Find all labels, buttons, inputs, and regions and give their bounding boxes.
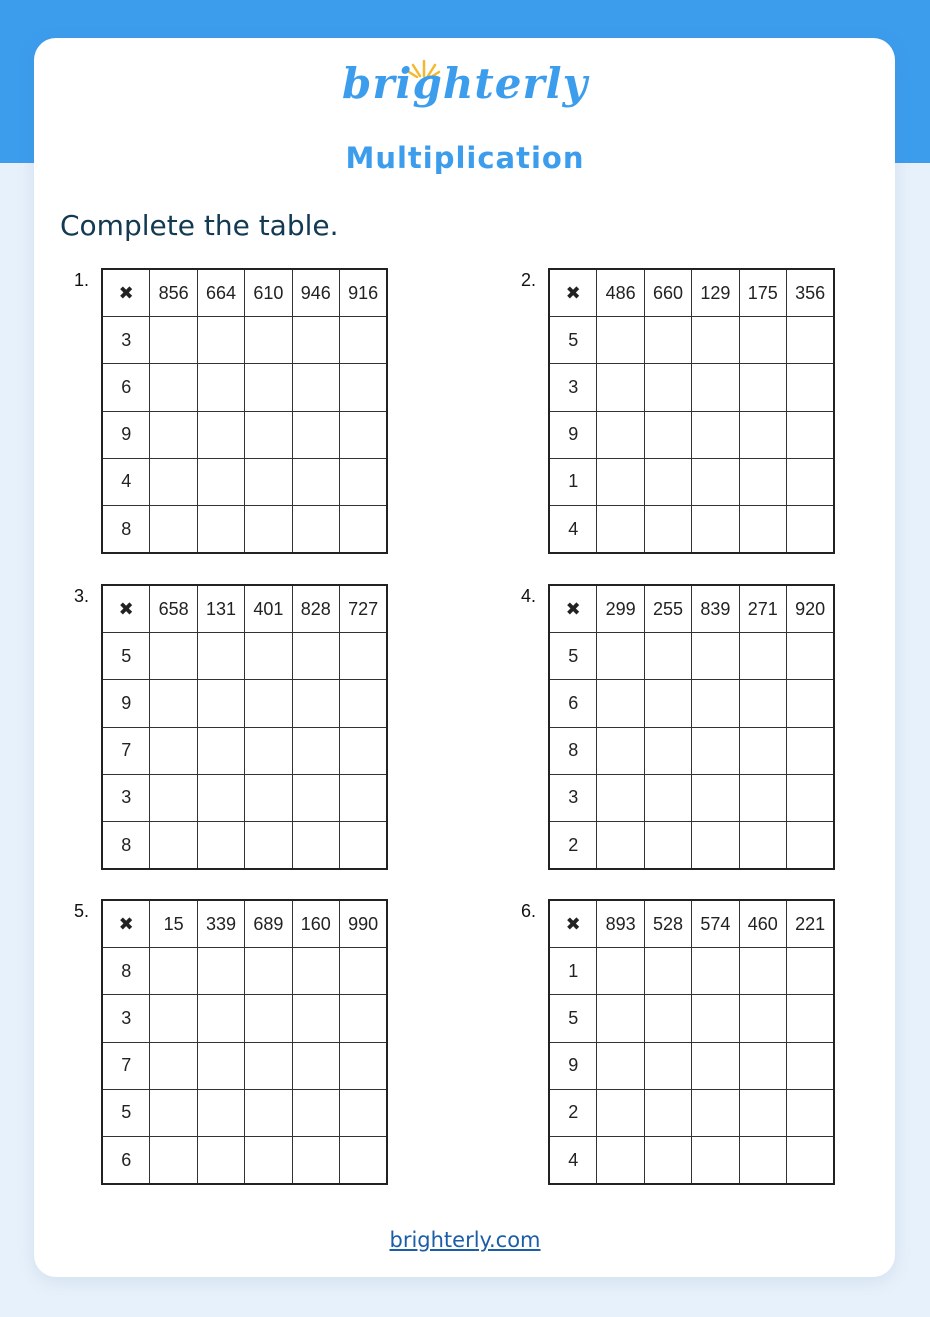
row-multiplier: 5	[549, 633, 597, 680]
answer-cell[interactable]	[739, 458, 786, 505]
problem-number: 1.	[74, 270, 90, 290]
column-multiplicand: 129	[692, 269, 739, 317]
answer-cell[interactable]	[197, 364, 244, 411]
table-row	[102, 1089, 387, 1136]
column-multiplicand: 828	[292, 585, 339, 633]
answer-cell[interactable]	[692, 1042, 739, 1089]
answer-cell[interactable]	[197, 411, 244, 458]
answer-cell[interactable]	[150, 364, 197, 411]
table-row	[102, 633, 387, 680]
row-multiplier: 5	[549, 995, 597, 1042]
header-row	[102, 269, 387, 317]
answer-cell[interactable]	[644, 633, 691, 680]
row-multiplier: 6	[549, 680, 597, 727]
answer-cell[interactable]	[292, 680, 339, 727]
row-multiplier: 4	[549, 505, 597, 553]
answer-cell[interactable]	[786, 774, 834, 821]
table-row	[102, 727, 387, 774]
row-multiplier: 9	[102, 411, 150, 458]
answer-cell[interactable]	[786, 1042, 834, 1089]
table-row	[549, 364, 834, 411]
answer-cell[interactable]	[292, 1136, 339, 1184]
answer-cell[interactable]	[339, 505, 387, 553]
answer-cell[interactable]	[739, 1089, 786, 1136]
column-multiplicand: 727	[339, 585, 387, 633]
answer-cell[interactable]	[197, 774, 244, 821]
column-multiplicand: 160	[292, 900, 339, 948]
multiply-sign-icon: ✖	[102, 585, 150, 633]
row-multiplier: 3	[549, 364, 597, 411]
answer-cell[interactable]	[786, 821, 834, 869]
answer-cell[interactable]	[339, 995, 387, 1042]
answer-cell[interactable]	[197, 680, 244, 727]
answer-cell[interactable]	[786, 411, 834, 458]
problem-2	[521, 268, 835, 554]
answer-cell[interactable]	[150, 317, 197, 364]
problem-3	[74, 584, 388, 870]
row-multiplier: 3	[102, 995, 150, 1042]
column-multiplicand: 689	[245, 900, 292, 948]
answer-cell[interactable]	[197, 1136, 244, 1184]
answer-cell[interactable]	[292, 505, 339, 553]
problem-5	[74, 899, 388, 1185]
answer-cell[interactable]	[245, 458, 292, 505]
answer-cell[interactable]	[692, 774, 739, 821]
answer-cell[interactable]	[339, 727, 387, 774]
column-multiplicand: 15	[150, 900, 197, 948]
answer-cell[interactable]	[339, 774, 387, 821]
answer-cell[interactable]	[292, 995, 339, 1042]
page-title: Multiplication	[345, 141, 585, 175]
answer-cell[interactable]	[597, 727, 644, 774]
column-multiplicand: 175	[739, 269, 786, 317]
answer-cell[interactable]	[339, 1089, 387, 1136]
answer-cell[interactable]	[245, 821, 292, 869]
table-row	[102, 317, 387, 364]
row-multiplier: 6	[102, 364, 150, 411]
table-row	[549, 633, 834, 680]
table-row	[549, 821, 834, 869]
table-row	[102, 1042, 387, 1089]
answer-cell[interactable]	[739, 995, 786, 1042]
answer-cell[interactable]	[197, 458, 244, 505]
answer-cell[interactable]	[692, 1136, 739, 1184]
answer-cell[interactable]	[245, 948, 292, 995]
row-multiplier: 9	[549, 411, 597, 458]
answer-cell[interactable]	[644, 821, 691, 869]
row-multiplier: 2	[549, 821, 597, 869]
answer-cell[interactable]	[739, 727, 786, 774]
answer-cell[interactable]	[786, 1136, 834, 1184]
answer-cell[interactable]	[292, 1089, 339, 1136]
answer-cell[interactable]	[245, 633, 292, 680]
header-row	[549, 269, 834, 317]
problem-1	[74, 268, 388, 554]
answer-cell[interactable]	[692, 680, 739, 727]
answer-cell[interactable]	[245, 317, 292, 364]
column-multiplicand: 131	[197, 585, 244, 633]
answer-cell[interactable]	[692, 364, 739, 411]
answer-cell[interactable]	[739, 364, 786, 411]
multiply-sign-icon: ✖	[549, 269, 597, 317]
answer-cell[interactable]	[644, 411, 691, 458]
column-multiplicand: 920	[786, 585, 834, 633]
answer-cell[interactable]	[597, 995, 644, 1042]
answer-cell[interactable]	[150, 680, 197, 727]
column-multiplicand: 528	[644, 900, 691, 948]
answer-cell[interactable]	[786, 948, 834, 995]
column-multiplicand: 610	[245, 269, 292, 317]
answer-cell[interactable]	[597, 317, 644, 364]
answer-cell[interactable]	[292, 948, 339, 995]
answer-cell[interactable]	[150, 948, 197, 995]
header-row	[549, 900, 834, 948]
table-row	[549, 727, 834, 774]
answer-cell[interactable]	[786, 1089, 834, 1136]
multiplication-table	[548, 584, 835, 870]
answer-cell[interactable]	[150, 821, 197, 869]
answer-cell[interactable]	[197, 995, 244, 1042]
answer-cell[interactable]	[739, 505, 786, 553]
answer-cell[interactable]	[597, 411, 644, 458]
answer-cell[interactable]	[692, 1089, 739, 1136]
answer-cell[interactable]	[597, 1042, 644, 1089]
brand-logo[interactable]: brighterly	[342, 59, 588, 108]
answer-cell[interactable]	[197, 948, 244, 995]
column-multiplicand: 990	[339, 900, 387, 948]
answer-cell[interactable]	[739, 1136, 786, 1184]
answer-cell[interactable]	[245, 774, 292, 821]
column-multiplicand: 660	[644, 269, 691, 317]
answer-cell[interactable]	[739, 633, 786, 680]
table-row	[549, 995, 834, 1042]
row-multiplier: 4	[102, 458, 150, 505]
answer-cell[interactable]	[692, 633, 739, 680]
problem-6	[521, 899, 835, 1185]
answer-cell[interactable]	[739, 680, 786, 727]
row-multiplier: 1	[549, 948, 597, 995]
answer-cell[interactable]	[597, 364, 644, 411]
answer-cell[interactable]	[197, 1089, 244, 1136]
answer-cell[interactable]	[786, 317, 834, 364]
answer-cell[interactable]	[339, 948, 387, 995]
answer-cell[interactable]	[644, 1042, 691, 1089]
row-multiplier: 8	[549, 727, 597, 774]
header-row	[549, 585, 834, 633]
header-row	[102, 900, 387, 948]
answer-cell[interactable]	[692, 995, 739, 1042]
instruction-text: Complete the table.	[60, 209, 339, 242]
answer-cell[interactable]	[739, 948, 786, 995]
answer-cell[interactable]	[150, 505, 197, 553]
answer-cell[interactable]	[292, 774, 339, 821]
row-multiplier: 3	[102, 774, 150, 821]
answer-cell[interactable]	[786, 505, 834, 553]
answer-cell[interactable]	[786, 995, 834, 1042]
table-row	[549, 774, 834, 821]
answer-cell[interactable]	[339, 1136, 387, 1184]
answer-cell[interactable]	[644, 948, 691, 995]
answer-cell[interactable]	[692, 505, 739, 553]
footer-website-link[interactable]: brighterly.com	[389, 1228, 541, 1252]
multiply-sign-icon: ✖	[549, 585, 597, 633]
answer-cell[interactable]	[292, 411, 339, 458]
answer-cell[interactable]	[339, 411, 387, 458]
answer-cell[interactable]	[339, 364, 387, 411]
answer-cell[interactable]	[339, 317, 387, 364]
table-row	[549, 317, 834, 364]
answer-cell[interactable]	[786, 364, 834, 411]
answer-cell[interactable]	[292, 727, 339, 774]
answer-cell[interactable]	[692, 727, 739, 774]
row-multiplier: 9	[549, 1042, 597, 1089]
answer-cell[interactable]	[739, 1042, 786, 1089]
table-row	[102, 821, 387, 869]
column-multiplicand: 401	[245, 585, 292, 633]
column-multiplicand: 460	[739, 900, 786, 948]
answer-cell[interactable]	[644, 458, 691, 505]
answer-cell[interactable]	[339, 1042, 387, 1089]
row-multiplier: 5	[102, 1089, 150, 1136]
multiply-sign-icon: ✖	[549, 900, 597, 948]
answer-cell[interactable]	[597, 633, 644, 680]
answer-cell[interactable]	[644, 727, 691, 774]
table-row	[102, 680, 387, 727]
multiplication-table	[101, 584, 388, 870]
answer-cell[interactable]	[597, 1136, 644, 1184]
answer-cell[interactable]	[197, 317, 244, 364]
answer-cell[interactable]	[245, 411, 292, 458]
answer-cell[interactable]	[245, 1136, 292, 1184]
multiplication-table	[548, 268, 835, 554]
answer-cell[interactable]	[692, 948, 739, 995]
answer-cell[interactable]	[692, 411, 739, 458]
answer-cell[interactable]	[597, 774, 644, 821]
row-multiplier: 4	[549, 1136, 597, 1184]
answer-cell[interactable]	[150, 727, 197, 774]
row-multiplier: 5	[549, 317, 597, 364]
answer-cell[interactable]	[786, 633, 834, 680]
answer-cell[interactable]	[339, 458, 387, 505]
column-multiplicand: 946	[292, 269, 339, 317]
table-row	[549, 505, 834, 553]
column-multiplicand: 255	[644, 585, 691, 633]
problem-4	[521, 584, 835, 870]
problem-number: 2.	[521, 270, 537, 290]
answer-cell[interactable]	[197, 505, 244, 553]
answer-cell[interactable]	[245, 364, 292, 411]
answer-cell[interactable]	[644, 317, 691, 364]
answer-cell[interactable]	[339, 821, 387, 869]
row-multiplier: 7	[102, 1042, 150, 1089]
answer-cell[interactable]	[644, 1089, 691, 1136]
column-multiplicand: 856	[150, 269, 197, 317]
answer-cell[interactable]	[739, 411, 786, 458]
table-row	[102, 774, 387, 821]
row-multiplier: 8	[102, 821, 150, 869]
answer-cell[interactable]	[786, 458, 834, 505]
column-multiplicand: 658	[150, 585, 197, 633]
answer-cell[interactable]	[245, 727, 292, 774]
answer-cell[interactable]	[245, 505, 292, 553]
row-multiplier: 1	[549, 458, 597, 505]
answer-cell[interactable]	[197, 727, 244, 774]
answer-cell[interactable]	[692, 821, 739, 869]
answer-cell[interactable]	[150, 458, 197, 505]
answer-cell[interactable]	[644, 364, 691, 411]
answer-cell[interactable]	[292, 633, 339, 680]
answer-cell[interactable]	[597, 1089, 644, 1136]
row-multiplier: 6	[102, 1136, 150, 1184]
multiply-sign-icon: ✖	[102, 900, 150, 948]
answer-cell[interactable]	[292, 821, 339, 869]
table-row	[549, 680, 834, 727]
column-multiplicand: 339	[197, 900, 244, 948]
answer-cell[interactable]	[692, 458, 739, 505]
multiplication-table	[101, 899, 388, 1185]
answer-cell[interactable]	[739, 774, 786, 821]
column-multiplicand: 574	[692, 900, 739, 948]
row-multiplier: 8	[102, 505, 150, 553]
answer-cell[interactable]	[597, 458, 644, 505]
answer-cell[interactable]	[597, 505, 644, 553]
row-multiplier: 8	[102, 948, 150, 995]
answer-cell[interactable]	[644, 680, 691, 727]
answer-cell[interactable]	[739, 317, 786, 364]
answer-cell[interactable]	[339, 633, 387, 680]
table-row	[102, 505, 387, 553]
problem-number: 5.	[74, 901, 90, 921]
answer-cell[interactable]	[150, 1089, 197, 1136]
table-row	[549, 1136, 834, 1184]
column-multiplicand: 664	[197, 269, 244, 317]
answer-cell[interactable]	[597, 821, 644, 869]
problem-number: 3.	[74, 586, 90, 606]
problem-number: 6.	[521, 901, 537, 921]
answer-cell[interactable]	[292, 364, 339, 411]
answer-cell[interactable]	[292, 458, 339, 505]
column-multiplicand: 356	[786, 269, 834, 317]
answer-cell[interactable]	[150, 774, 197, 821]
answer-cell[interactable]	[786, 727, 834, 774]
answer-cell[interactable]	[150, 411, 197, 458]
column-multiplicand: 839	[692, 585, 739, 633]
answer-cell[interactable]	[150, 995, 197, 1042]
answer-cell[interactable]	[644, 774, 691, 821]
answer-cell[interactable]	[644, 995, 691, 1042]
answer-cell[interactable]	[245, 1089, 292, 1136]
column-multiplicand: 893	[597, 900, 644, 948]
answer-cell[interactable]	[197, 633, 244, 680]
table-row	[549, 458, 834, 505]
table-row	[102, 364, 387, 411]
answer-cell[interactable]	[197, 1042, 244, 1089]
answer-cell[interactable]	[644, 505, 691, 553]
table-row	[102, 411, 387, 458]
column-multiplicand: 299	[597, 585, 644, 633]
multiplication-table	[101, 268, 388, 554]
answer-cell[interactable]	[597, 680, 644, 727]
answer-cell[interactable]	[245, 680, 292, 727]
row-multiplier: 7	[102, 727, 150, 774]
answer-cell[interactable]	[292, 317, 339, 364]
answer-cell[interactable]	[339, 680, 387, 727]
answer-cell[interactable]	[150, 633, 197, 680]
answer-cell[interactable]	[292, 1042, 339, 1089]
answer-cell[interactable]	[597, 948, 644, 995]
table-row	[549, 411, 834, 458]
row-multiplier: 3	[102, 317, 150, 364]
table-row	[102, 458, 387, 505]
answer-cell[interactable]	[644, 1136, 691, 1184]
table-row	[102, 1136, 387, 1184]
row-multiplier: 3	[549, 774, 597, 821]
table-row	[102, 948, 387, 995]
answer-cell[interactable]	[692, 317, 739, 364]
answer-cell[interactable]	[245, 1042, 292, 1089]
table-row	[549, 948, 834, 995]
header-row	[102, 585, 387, 633]
column-multiplicand: 486	[597, 269, 644, 317]
problem-number: 4.	[521, 586, 537, 606]
column-multiplicand: 271	[739, 585, 786, 633]
row-multiplier: 9	[102, 680, 150, 727]
column-multiplicand: 221	[786, 900, 834, 948]
multiplication-table	[548, 899, 835, 1185]
answer-cell[interactable]	[245, 995, 292, 1042]
table-row	[549, 1042, 834, 1089]
answer-cell[interactable]	[786, 680, 834, 727]
table-row	[549, 1089, 834, 1136]
multiply-sign-icon: ✖	[102, 269, 150, 317]
row-multiplier: 2	[549, 1089, 597, 1136]
column-multiplicand: 916	[339, 269, 387, 317]
answer-cell[interactable]	[150, 1042, 197, 1089]
answer-cell[interactable]	[150, 1136, 197, 1184]
answer-cell[interactable]	[739, 821, 786, 869]
row-multiplier: 5	[102, 633, 150, 680]
table-row	[102, 995, 387, 1042]
answer-cell[interactable]	[197, 821, 244, 869]
